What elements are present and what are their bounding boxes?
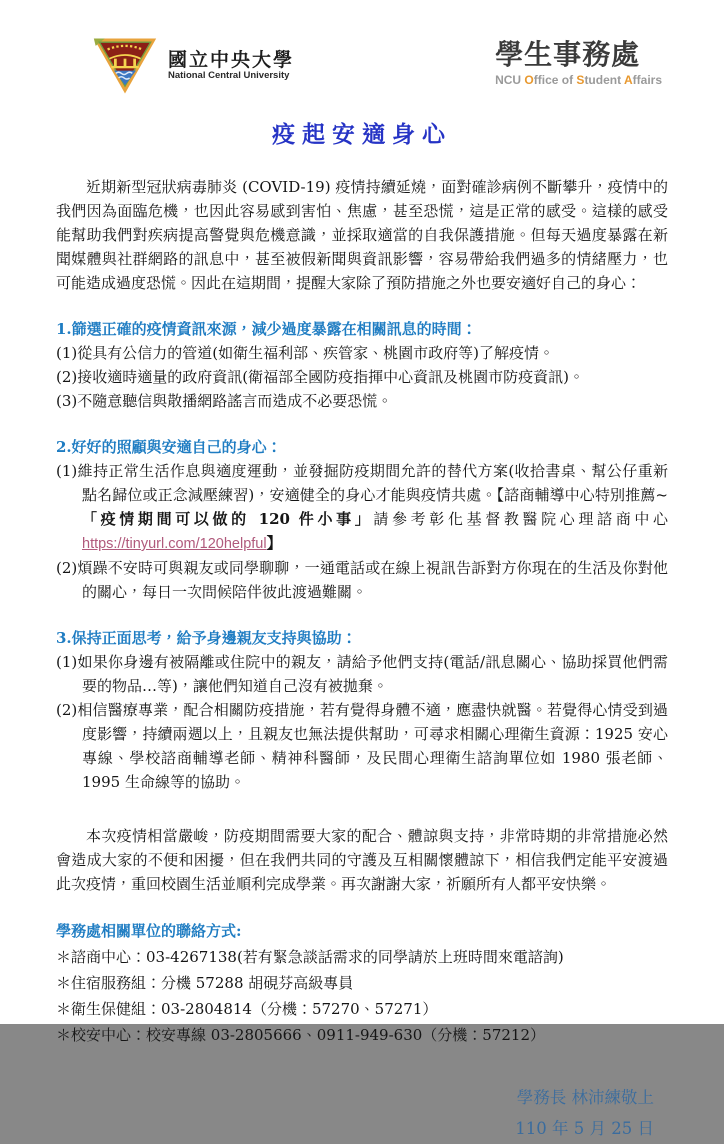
list-item: (2)相信醫療專業，配合相關防疫措施，若有覺得身體不適，應盡快就醫。若覺得心情受到過度影響，持續兩週以上，且親友也無法提供幫助，可尋求相關心理衛生資源：1925 安心專線、學校諮商輔導老師、精神科醫師，及民間心理衛生諮詢單位如 1980 張老師、1995 生命線等的協助。 [56,701,668,791]
office-brand [495,36,662,87]
header [56,36,668,96]
page-title: 疫起安適身心 [272,121,452,148]
closing-paragraph: 本次疫情相當嚴峻，防疫期間需要大家的配合、體諒與支持，非常時期的非常措施必然會造成大家的不便和困擾，但在我們共同的守護及互相關懷體諒下，相信我們定能平安渡過此次疫情，重回校園生活並順利完成學業。再次謝謝大家，祈願所有人都平安快樂。 [56,827,668,893]
item-text: (1)維持正常生活作息與適度運動，並發掘防疫期間允許的替代方案(收拾書桌、幫公仔重新點名歸位或正念減壓練習)，安適健全的身心才能與疫情共處。【諮商輔導中心特別推薦~ [56,462,668,504]
university-name-en: National Central University [168,70,290,82]
list-item: (1)從具有公信力的管道(如衛生福利部、疾管家、桃園市政府等)了解疫情。 [56,344,554,362]
contacts-heading: 學務處相關單位的聯絡方式: [56,922,242,940]
tinyurl-link[interactable]: https://tinyurl.com/120helpful [82,536,267,552]
contact-item: ＊住宿服務組：分機 57288 胡硯芬高級專員 [56,974,354,992]
office-name-en: NCU Office of Student Affairs [495,72,662,87]
signature-date: 110 年 5 月 25 日 [515,1119,654,1138]
contact-item: ＊衛生保健組：03-2804814（分機：57270、57271） [56,1000,438,1018]
list-item: (2)接收適時適量的政府資訊(衛福部全國防疫指揮中心資訊及桃園市防疫資訊)。 [56,368,584,386]
list-item [56,459,668,556]
list-item: (3)不隨意聽信與散播網路謠言而造成不必要恐慌。 [56,392,393,410]
university-name-zh: 國立中央大學 [168,48,295,71]
section-2 [56,435,668,604]
section-2-heading: 2.好好的照顧與安適自己的身心： [56,438,282,456]
list-item: (2)煩躁不安時可與親友或同學聊聊，一通電話或在線上視訊告訴對方你現在的生活及你對他的關心，每日一次問候陪伴彼此渡過難關。 [56,559,668,601]
section-3-heading: 3.保持正面思考，給予身邊親友支持與協助： [56,629,357,647]
section-3 [56,626,668,794]
signature-block [56,1082,668,1144]
ncu-seal-icon [92,36,158,96]
item-text: 請參考彰化基督教醫院心理諮商中心 [373,510,668,528]
section-1 [56,317,668,413]
section-1-heading: 1.篩選正確的疫情資訊來源，減少過度暴露在相關訊息的時間： [56,320,477,338]
contacts-section [56,918,668,1048]
contact-item: ＊校安中心：校安專線 03-2805666、0911-949-630（分機：57212） [56,1026,546,1044]
signature-name: 學務長 林沛練敬上 [516,1088,654,1107]
university-names [168,50,294,83]
office-name-zh: 學生事務處 [495,39,641,70]
contact-item: ＊諮商中心：03-4267138(若有緊急談話需求的同學請於上班時間來電諮詢) [56,948,564,966]
item-bold-text: 「疫情期間可以做的 120 件小事」 [82,510,374,528]
intro-paragraph: 近期新型冠狀病毒肺炎 (COVID-19) 疫情持續延燒，面對確診病例不斷攀升，疫情中的我們因為面臨危機，也因此容易感到害怕、焦慮，甚至恐慌，這是正常的感受。這樣的感受能幫助我們對疾病提高警覺與危機意識，並採取適當的自我保護措施。但每天過度暴露在新聞媒體與社群網路的訊息中，甚至被假新聞與資訊影響，容易帶給我們過多的情緒壓力，也可能造成過度恐慌。因此在這期間，提醒大家除了預防措施之外也要安適好自己的身心： [56,178,668,292]
list-item: (1)如果你身邊有被隔離或住院中的親友，請給予他們支持(電話/訊息關心、協助採買他們需要的物品…等)，讓他們知道自己沒有被拋棄。 [56,653,668,695]
item-text: 】 [266,534,282,552]
university-brand [92,36,294,96]
